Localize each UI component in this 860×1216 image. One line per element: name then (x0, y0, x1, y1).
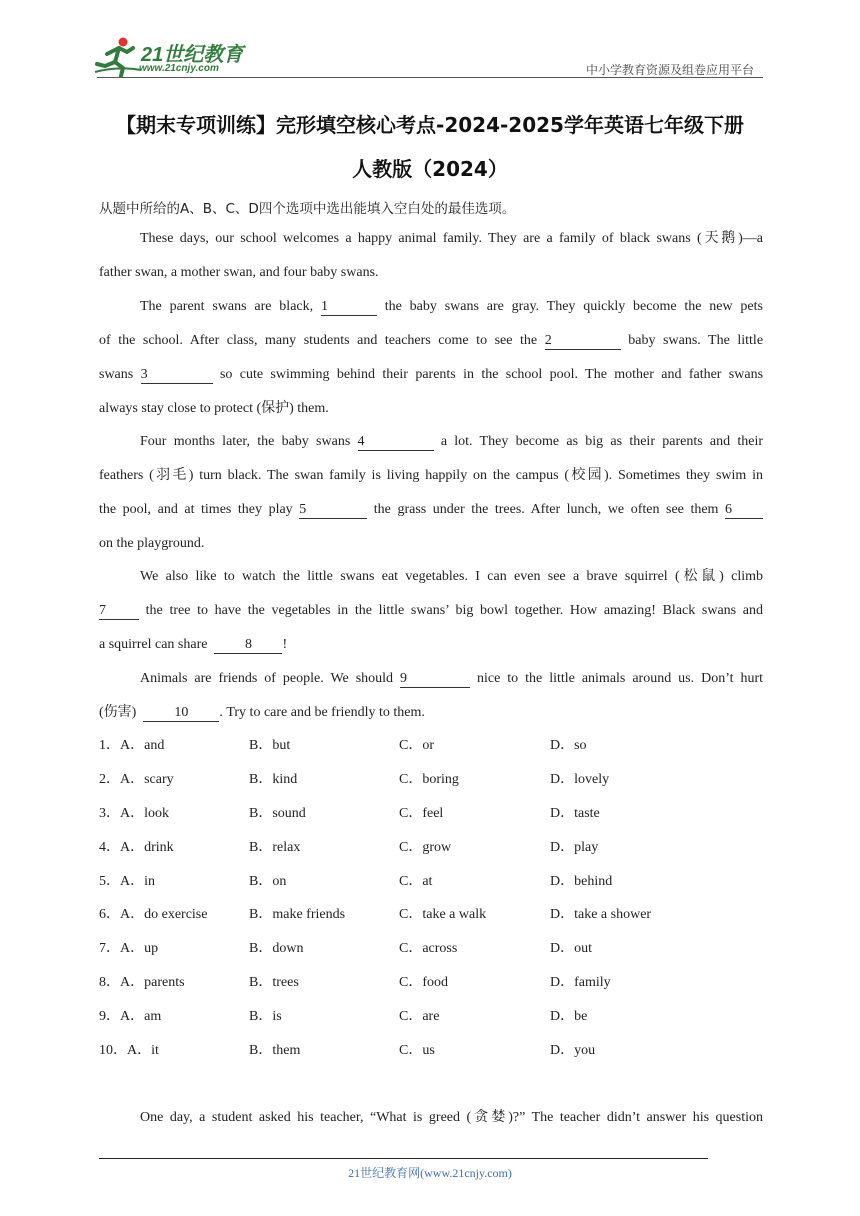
blank-5[interactable]: 5 (299, 502, 367, 519)
option-b[interactable]: B．sound (249, 806, 306, 821)
page-title: 【期末专项训练】完形填空核心考点-2024-2025学年英语七年级下册 (116, 113, 744, 137)
next-passage-line: One day, a student asked his teacher, “What is greed (贪婪)?” The teacher didn’t answer his question (140, 1110, 763, 1125)
passage-line: father swan, a mother swan, and four baby swans. (99, 265, 379, 280)
option-c[interactable]: C．feel (399, 806, 444, 821)
option-c[interactable]: C．at (399, 874, 433, 889)
option-a[interactable]: 6．A．do exercise (99, 907, 208, 922)
option-b[interactable]: B．but (249, 738, 291, 753)
option-d[interactable]: D．you (550, 1043, 596, 1058)
platform-name: 中小学教育资源及组卷应用平台 (585, 63, 754, 77)
passage-line: a squirrel can share 8 ! (99, 637, 288, 652)
option-d[interactable]: D．so (550, 738, 587, 753)
option-c[interactable]: C．across (399, 941, 458, 956)
option-a[interactable]: 4．A．drink (99, 840, 174, 855)
option-c[interactable]: C．are (399, 1009, 440, 1024)
passage-line: Animals are friends of people. We should 9 nice to the little animals around us. Don’t hurt (140, 671, 764, 686)
passage-line: We also like to watch the little swans eat vegetables. I can even see a brave squirrel (松鼠) climb (140, 569, 763, 584)
logo-text: 21世纪教育 (141, 44, 244, 66)
option-b[interactable]: B．is (249, 1009, 282, 1024)
passage-line: on the playground. (99, 536, 205, 551)
passage-line: swans 3 so cute swimming behind their parents in the school pool. The mother and father swans (99, 367, 764, 382)
option-a[interactable]: 8．A．parents (99, 975, 185, 990)
blank-9[interactable]: 9 (400, 671, 470, 688)
blank-6[interactable]: 6 (725, 502, 763, 519)
question-row (99, 736, 763, 756)
option-d[interactable]: D．take a shower (550, 907, 652, 922)
footer-divider (99, 1158, 708, 1159)
option-c[interactable]: C．or (399, 738, 434, 753)
option-c[interactable]: C．us (399, 1043, 435, 1058)
option-d[interactable]: D．lovely (550, 772, 610, 787)
question-row (99, 973, 763, 993)
option-d[interactable]: D．out (550, 941, 592, 956)
option-b[interactable]: B．trees (249, 975, 299, 990)
option-d[interactable]: D．taste (550, 806, 600, 821)
blank-7[interactable]: 7 (99, 603, 139, 620)
passage-line: of the school. After class, many students and teachers come to see the 2 baby swans. The little (99, 333, 764, 348)
option-d[interactable]: D．be (550, 1009, 588, 1024)
option-c[interactable]: C．food (399, 975, 448, 990)
question-row (99, 770, 763, 790)
option-a[interactable]: 5．A．in (99, 874, 155, 889)
question-row (99, 838, 763, 858)
option-d[interactable]: D．play (550, 840, 599, 855)
option-d[interactable]: D．behind (550, 874, 613, 889)
page-header (0, 0, 860, 80)
option-b[interactable]: B．on (249, 874, 287, 889)
passage-line: the pool, and at times they play 5 the grass under the trees. After lunch, we often see them 6 (99, 500, 763, 520)
instruction: 从题中所给的A、B、C、D四个选项中选出能填入空白处的最佳选项。 (99, 201, 516, 217)
question-row (99, 872, 763, 892)
option-b[interactable]: B．make friends (249, 907, 346, 922)
question-row (99, 905, 763, 925)
option-b[interactable]: B．relax (249, 840, 301, 855)
option-a[interactable]: 9．A．am (99, 1009, 162, 1024)
option-c[interactable]: C．grow (399, 840, 452, 855)
blank-1[interactable]: 1 (321, 299, 377, 316)
blank-8[interactable]: 8 (214, 637, 282, 654)
passage-line: 7 the tree to have the vegetables in the little swans’ big bowl together. How amazing! Black swans and (99, 603, 764, 618)
option-a[interactable]: 2．A．scary (99, 772, 174, 787)
logo-url: www.21cnjy.com (139, 63, 219, 74)
question-row (99, 1041, 763, 1061)
logo (93, 36, 268, 78)
passage-line: Four months later, the baby swans 4 a lot. They become as big as their parents and their (140, 434, 764, 449)
blank-4[interactable]: 4 (358, 434, 434, 451)
blank-3[interactable]: 3 (141, 367, 213, 384)
option-c[interactable]: C．boring (399, 772, 459, 787)
option-b[interactable]: B．down (249, 941, 304, 956)
passage-line: The parent swans are black, 1 the baby swans are gray. They quickly become the new pets (140, 299, 763, 314)
question-row (99, 939, 763, 959)
option-a[interactable]: 7．A．up (99, 941, 159, 956)
passage-line: feathers (羽毛) turn black. The swan family is living happily on the campus (校园). Sometimes they swim in (99, 468, 763, 483)
option-a[interactable]: 10．A．it (99, 1043, 159, 1058)
question-row (99, 804, 763, 824)
header-divider (97, 77, 763, 78)
option-b[interactable]: B．kind (249, 772, 298, 787)
passage-line: always stay close to protect (保护) them. (99, 401, 329, 416)
blank-10[interactable]: 10 (143, 705, 219, 722)
option-d[interactable]: D．family (550, 975, 611, 990)
passage-line: (伤害) 10 . Try to care and be friendly to them. (99, 705, 425, 720)
option-a[interactable]: 3．A．look (99, 806, 169, 821)
runner-logo-icon (93, 36, 143, 78)
passage-line: These days, our school welcomes a happy animal family. They are a family of black swans (天鹅)—a (140, 231, 763, 246)
footer-link[interactable]: 21世纪教育网(www.21cnjy.com) (348, 1166, 512, 1180)
blank-2[interactable]: 2 (545, 333, 621, 350)
option-a[interactable]: 1．A．and (99, 738, 165, 753)
option-c[interactable]: C．take a walk (399, 907, 487, 922)
question-row (99, 1007, 763, 1027)
option-b[interactable]: B．them (249, 1043, 301, 1058)
page-subtitle: 人教版（2024） (352, 157, 508, 181)
